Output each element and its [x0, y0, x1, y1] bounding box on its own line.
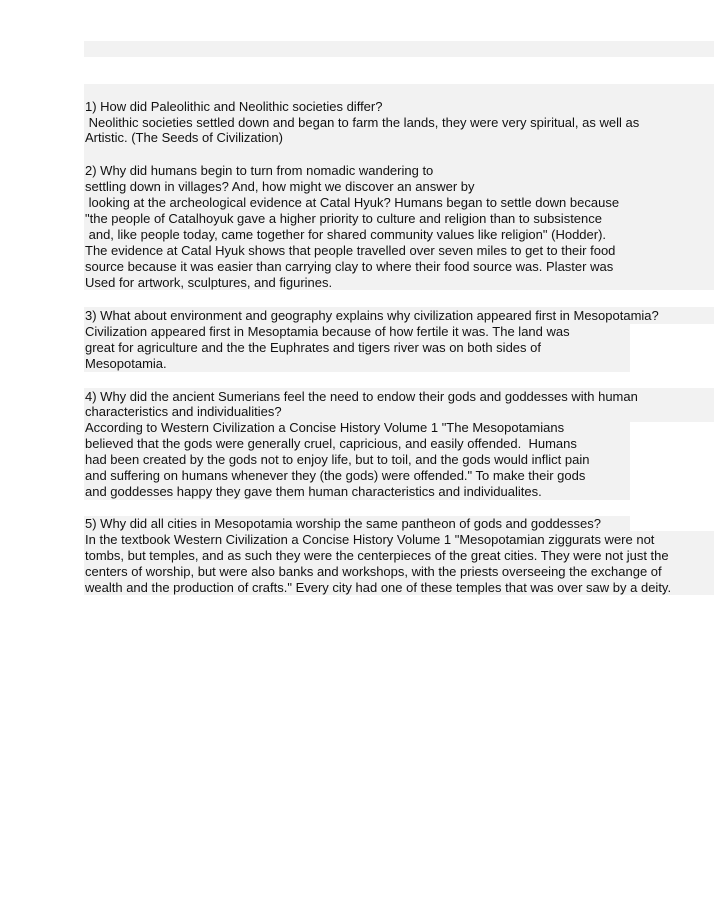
q1-answer-line: Neolithic societies settled down and began to farm the lands, they were very spiritual, as well as [85, 115, 640, 130]
q5-answer-line: In the textbook Western Civilization a Concise History Volume 1 "Mesopotamian ziggurats were not [85, 532, 655, 547]
q2-line: source because it was easier than carrying clay to where their food source was. Plaster was [85, 259, 614, 274]
q2-line: "the people of Catalhoyuk gave a higher priority to culture and religion than to subsistence [85, 211, 602, 226]
q2-line: Used for artwork, sculptures, and figurines. [85, 275, 333, 290]
q3-answer-line: Civilization appeared first in Mesoptamia because of how fertile it was. The land was [85, 324, 570, 339]
q2-line: and, like people today, came together for shared community values like religion" (Hodder). [85, 227, 607, 242]
header-highlight-bar [84, 41, 714, 57]
q4-answer-line: According to Western Civilization a Concise History Volume 1 "The Mesopotamians [85, 420, 565, 435]
q5-question: 5) Why did all cities in Mesopotamia worship the same pantheon of gods and goddesses? [85, 516, 601, 531]
q5-answer-line: tombs, but temples, and as such they were the centerpieces of the great cities. They were not just the [85, 548, 669, 563]
q4-question-line: characteristics and individualities? [85, 404, 282, 419]
q3-answer-line: Mesopotamia. [85, 356, 167, 371]
q1-question: 1) How did Paleolithic and Neolithic societies differ? [85, 99, 383, 114]
q5-answer-line: centers of worship, but were also banks and workshops, with the priests overseeing the exchange of [85, 564, 662, 579]
q1-answer-line: Artistic. (The Seeds of Civilization) [85, 130, 283, 145]
q2-line: The evidence at Catal Hyuk shows that people travelled over seven miles to get to their food [85, 243, 616, 258]
q4-question-line: 4) Why did the ancient Sumerians feel the need to endow their gods and goddesses with human [85, 389, 638, 404]
q4-answer-line: and suffering on humans whenever they (the gods) were offended." To make their gods [85, 468, 586, 483]
q3-answer-line: great for agriculture and the the Euphrates and tigers river was on both sides of [85, 340, 541, 355]
q5-answer-line: wealth and the production of crafts." Every city had one of these temples that was over saw by a deity. [85, 580, 672, 595]
q2-line: settling down in villages? And, how might we discover an answer by [85, 179, 475, 194]
q4-answer-line: and goddesses happy they gave them human characteristics and individualites. [85, 484, 542, 499]
q2-line: looking at the archeological evidence at Catal Hyuk? Humans began to settle down because [85, 195, 620, 210]
q3-question: 3) What about environment and geography explains why civilization appeared first in Mesopotamia? [85, 308, 659, 323]
q4-answer-line: believed that the gods were generally cruel, capricious, and easily offended. Humans [85, 436, 577, 451]
q4-answer-line: had been created by the gods not to enjoy life, but to toil, and the gods would inflict pain [85, 452, 590, 467]
q2-line: 2) Why did humans begin to turn from nomadic wandering to [85, 163, 434, 178]
